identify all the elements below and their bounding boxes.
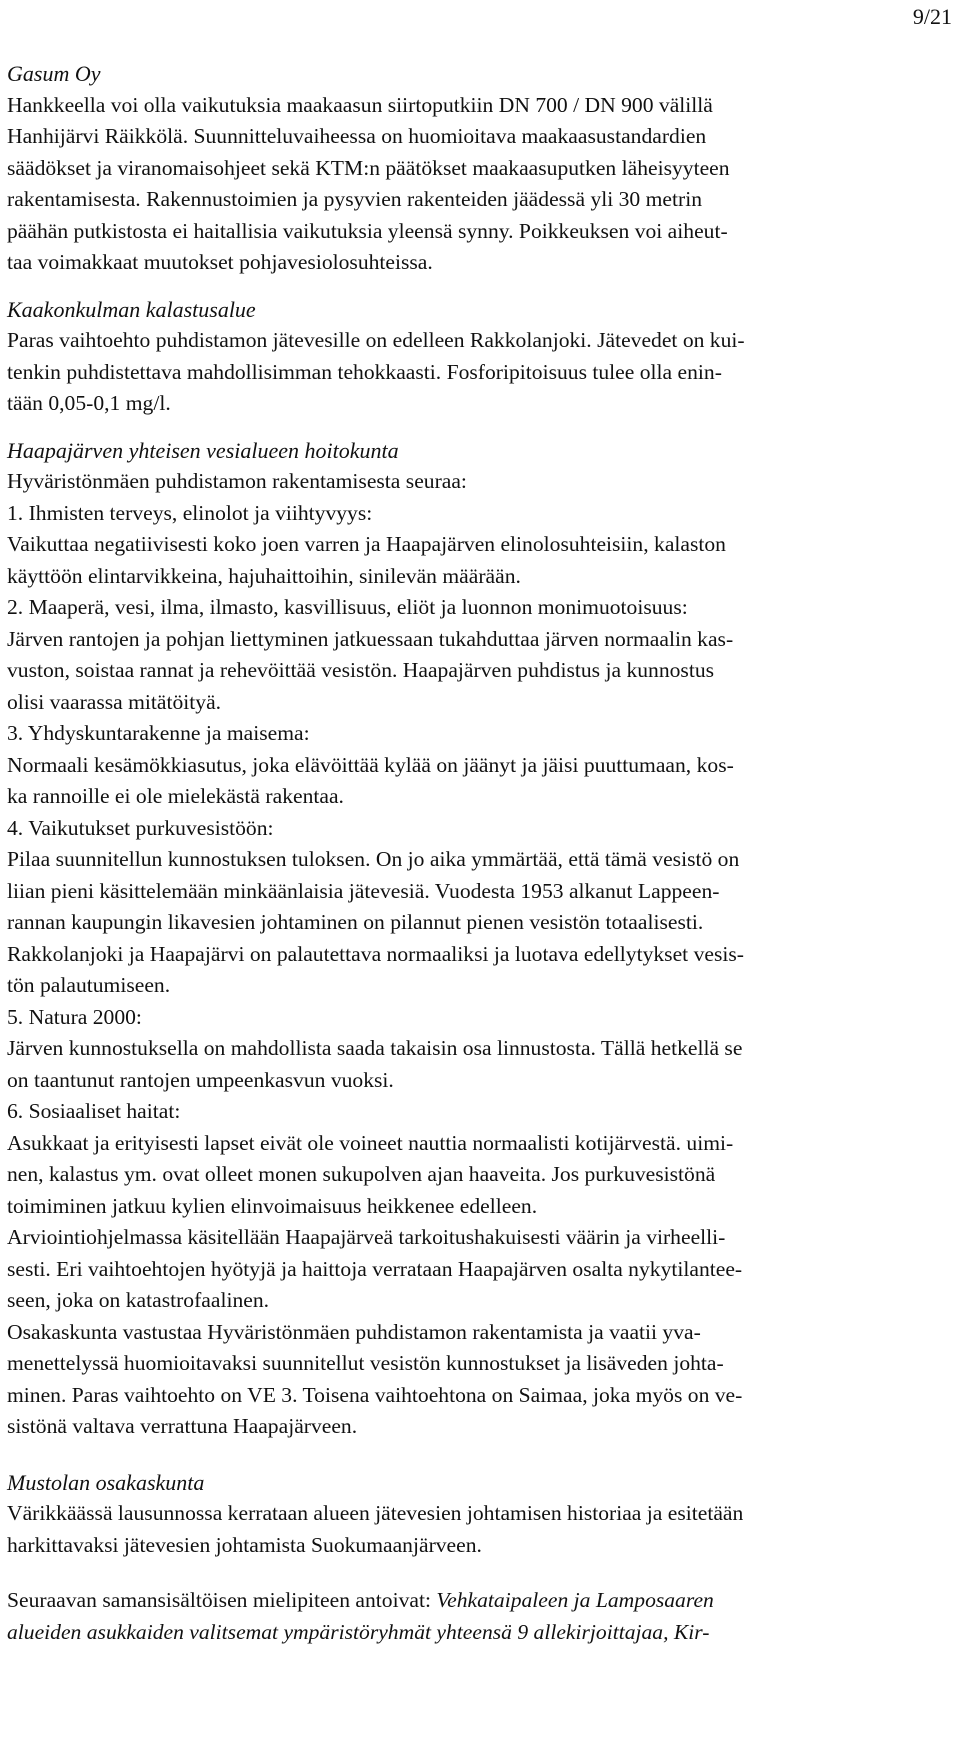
text-line: sesti. Eri vaihtoehtojen hyötyjä ja haittoja verrataan Haapajärven osalta nykytilantee- bbox=[7, 1256, 743, 1281]
text-line: rakentamisesta. Rakennustoimien ja pysyvien rakenteiden jäädessä yli 30 metrin bbox=[7, 187, 702, 211]
page-number: 9/21 bbox=[912, 4, 952, 29]
text-line: Rakkolanjoki ja Haapajärvi on palautettava normaaliksi ja luotava edellytykset vesis- bbox=[7, 941, 744, 966]
text-line: ka rannoille ei ole mielekästä rakentaa. bbox=[7, 784, 344, 808]
text-line: 6. Sosiaaliset haitat: bbox=[7, 1099, 181, 1123]
text-line: 1. Ihmisten terveys, elinolot ja viihtyvyys: bbox=[7, 500, 373, 525]
section-heading: Kaakonkulman kalastusalue bbox=[7, 296, 256, 322]
text-line: toimiminen jatkuu kylien elinvoimaisuus heikkenee edelleen. bbox=[7, 1193, 538, 1218]
text-line: tään 0,05-0,1 mg/l. bbox=[7, 391, 171, 415]
paragraph bbox=[7, 1498, 953, 1561]
text-line: Hankkeella voi olla vaikutuksia maakaasun siirtoputkiin DN 700 / DN 900 välillä bbox=[7, 92, 713, 117]
text-line: Paras vaihtoehto puhdistamon jätevesille on edelleen Rakkolanjoki. Jätevedet on kui- bbox=[7, 328, 745, 352]
text-line: olisi vaarassa mitätöityä. bbox=[7, 689, 222, 714]
paragraph bbox=[7, 466, 953, 1443]
section-kaakonkulma bbox=[7, 294, 953, 420]
text-line: taa voimakkaat muutokset pohjavesiolosuhteissa. bbox=[7, 250, 433, 274]
text-line: päähän putkistosta ei haitallisia vaikutuksia yleensä synny. Poikkeuksen voi aiheut- bbox=[7, 218, 728, 243]
paragraph bbox=[7, 325, 953, 420]
text-line bbox=[7, 1585, 953, 1617]
text-line: Järven kunnostuksella on mahdollista saada takaisin osa linnustosta. Tällä hetkellä se bbox=[7, 1036, 743, 1060]
text-line: sistönä valtava verrattuna Haapajärveen. bbox=[7, 1414, 358, 1438]
closing-regular-text: Seuraavan samansisältöisen mielipiteen antoivat: bbox=[7, 1588, 437, 1612]
text-line: menettelyssä huomioitavaksi suunnitellut vesistön kunnostukset ja lisäveden johta- bbox=[7, 1351, 724, 1375]
text-line: Normaali kesämökkiasutus, joka elävöittää kylää on jäänyt ja jäisi puuttumaan, kos- bbox=[7, 752, 734, 777]
text-line: 2. Maaperä, vesi, ilma, ilmasto, kasvillisuus, eliöt ja luonnon monimuotoisuus: bbox=[7, 595, 688, 619]
text-line: Hanhijärvi Räikkölä. Suunnitteluvaiheessa on huomioitava maakaasustandardien bbox=[7, 124, 707, 148]
section-gasum bbox=[7, 58, 953, 279]
text-line: Vaikuttaa negatiivisesti koko joen varren ja Haapajärven elinolosuhteisiin, kalaston bbox=[7, 532, 726, 556]
text-line: Arviointiohjelmassa käsitellään Haapajärveä tarkoitushakuisesti väärin ja virheelli- bbox=[7, 1225, 726, 1249]
text-line: harkittavaksi jätevesien johtamista Suokumaanjärveen. bbox=[7, 1532, 482, 1557]
text-line: Hyväristönmäen puhdistamon rakentamisesta seuraa: bbox=[7, 469, 467, 493]
text-line: 5. Natura 2000: bbox=[7, 1004, 142, 1029]
closing-italic-text: Vehkataipaleen ja Lamposaaren bbox=[436, 1588, 714, 1612]
section-heading: Mustolan osakaskunta bbox=[7, 1469, 205, 1495]
text-line: liian pieni käsittelemään minkäänlaisia jätevesiä. Vuodesta 1953 alkanut Lappeen- bbox=[7, 878, 720, 903]
text-line: rannan kaupungin likavesien johtaminen on pilannut pienen vesistön totaalisesti. bbox=[7, 910, 704, 934]
section-closing bbox=[7, 1585, 953, 1648]
text-line: tön palautumiseen. bbox=[7, 973, 171, 997]
paragraph bbox=[7, 1585, 953, 1648]
text-line: käyttöön elintarvikkeina, hajuhaittoihin, sinilevän määrään. bbox=[7, 563, 521, 588]
text-line: on taantunut rantojen umpeenkasvun vuoksi. bbox=[7, 1067, 394, 1092]
text-line: minen. Paras vaihtoehto on VE 3. Toisena vaihtoehtona on Saimaa, joka myös on ve- bbox=[7, 1382, 743, 1407]
document-body bbox=[7, 58, 953, 1648]
paragraph bbox=[7, 90, 953, 279]
section-heading: Haapajärven yhteisen vesialueen hoitokunta bbox=[7, 437, 399, 463]
text-line: alueiden asukkaiden valitsemat ympäristöryhmät yhteensä 9 allekirjoittajaa, Kir- bbox=[7, 1619, 710, 1644]
text-line: 4. Vaikutukset purkuvesistöön: bbox=[7, 815, 274, 840]
text-line: säädökset ja viranomaisohjeet sekä KTM:n päätökset maakaasuputken läheisyyteen bbox=[7, 155, 730, 180]
text-line: seen, joka on katastrofaalinen. bbox=[7, 1288, 270, 1312]
section-heading: Gasum Oy bbox=[7, 61, 101, 86]
text-line: 3. Yhdyskuntarakenne ja maisema: bbox=[7, 721, 310, 745]
section-haapajarvi bbox=[7, 435, 953, 1443]
text-line: Osakaskunta vastustaa Hyväristönmäen puhdistamon rakentamista ja vaatii yva- bbox=[7, 1319, 701, 1344]
text-line: vuston, soistaa rannat ja rehevöittää vesistön. Haapajärven puhdistus ja kunnostus bbox=[7, 658, 715, 682]
text-line: Järven rantojen ja pohjan liettyminen jatkuessaan tukahduttaa järven normaalin kas- bbox=[7, 626, 734, 651]
text-line: nen, kalastus ym. ovat olleet monen sukupolven ajan haaveita. Jos purkuvesistönä bbox=[7, 1162, 716, 1186]
text-line: tenkin puhdistettava mahdollisimman tehokkaasti. Fosforipitoisuus tulee olla enin- bbox=[7, 359, 722, 384]
text-line: Asukkaat ja erityisesti lapset eivät ole voineet nauttia normaalisti kotijärvestä. uimi- bbox=[7, 1130, 734, 1155]
text-line: Värikkäässä lausunnossa kerrataan alueen jätevesien johtamisen historiaa ja esitetään bbox=[7, 1501, 744, 1525]
text-line: Pilaa suunnitellun kunnostuksen tuloksen. On jo aika ymmärtää, että tämä vesistö on bbox=[7, 847, 740, 871]
section-mustola bbox=[7, 1467, 953, 1562]
